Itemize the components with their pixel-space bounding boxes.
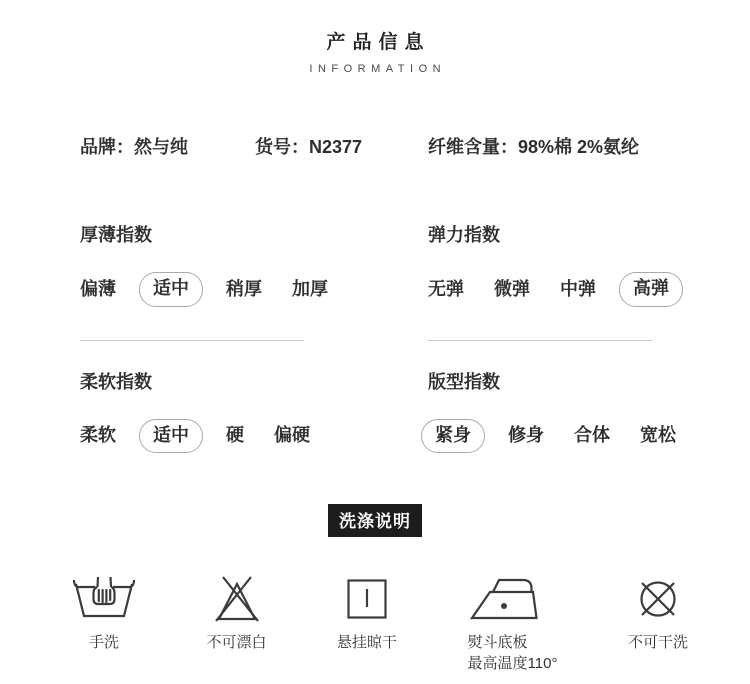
sku-label: 货号： [255,137,309,157]
option-item: 中弹 [560,278,596,299]
option-item: 加厚 [292,278,328,299]
no-dry-clean-icon [635,575,681,623]
elasticity-options [428,278,695,301]
option-item: 柔软 [80,425,116,446]
page-title: 产品信息 [326,32,431,53]
wash-item-no-dry-clean [628,575,688,653]
hand-wash-icon [72,575,136,623]
brand-value: 然与纯 [134,137,188,157]
option-item-selected: 适中 [139,272,203,307]
iron-label-line2: 最高温度110° [467,655,558,673]
wash-item-iron [468,575,558,674]
index-title-softness: 柔软指数 [80,371,152,392]
index-section-elasticity [428,221,695,341]
section-divider [428,340,652,341]
page-subtitle: INFORMATION [309,63,447,75]
fiber-content-field [428,133,695,159]
no-bleach-icon [212,575,262,623]
product-meta-row [80,133,695,159]
wash-label: 不可漂白 [206,634,267,652]
option-item: 合体 [574,425,610,446]
fiber-label: 纤维含量： [428,137,518,157]
sku-value: N2377 [309,137,363,157]
index-title-thickness: 厚薄指数 [80,225,152,245]
brand-label: 品牌： [80,137,134,157]
index-section-fit [428,368,695,448]
iron-icon [468,575,540,623]
index-title-fit: 版型指数 [428,371,500,392]
fiber-value: 98%棉 2%氨纶 [518,137,640,157]
option-item-selected: 适中 [139,419,203,454]
option-item: 无弹 [428,278,464,299]
index-section-thickness [80,221,428,341]
wash-item-hand-wash [72,575,136,653]
wash-item-hang-dry [337,575,397,653]
option-item: 偏硬 [274,425,310,446]
option-item-selected: 紧身 [421,419,485,454]
wash-label: 不可干洗 [627,634,688,652]
option-item: 微弹 [494,278,530,299]
wash-label: 悬挂晾干 [337,634,398,652]
wash-label [468,632,558,674]
washing-icons-row [72,575,688,674]
softness-options [80,425,428,448]
index-grid [80,159,695,447]
thickness-options [80,278,428,301]
option-item: 宽松 [640,425,676,446]
brand-field [80,133,255,159]
fit-options [428,425,695,448]
option-item: 修身 [508,425,544,446]
index-title-elasticity: 弹力指数 [428,225,500,245]
sku-field [255,133,428,159]
wash-item-no-bleach [207,575,267,653]
index-section-softness [80,368,428,448]
washing-badge-row [0,504,750,537]
iron-label-line1: 熨斗底板 [467,634,528,652]
hang-dry-icon [346,575,388,623]
page-header [0,0,750,75]
option-item: 稍厚 [226,278,262,299]
washing-instructions-badge: 洗涤说明 [328,504,422,537]
option-item-selected: 高弹 [619,272,683,307]
option-item: 偏薄 [80,278,116,299]
option-item: 硬 [226,425,244,446]
wash-label: 手洗 [88,634,119,652]
section-divider [80,340,304,341]
